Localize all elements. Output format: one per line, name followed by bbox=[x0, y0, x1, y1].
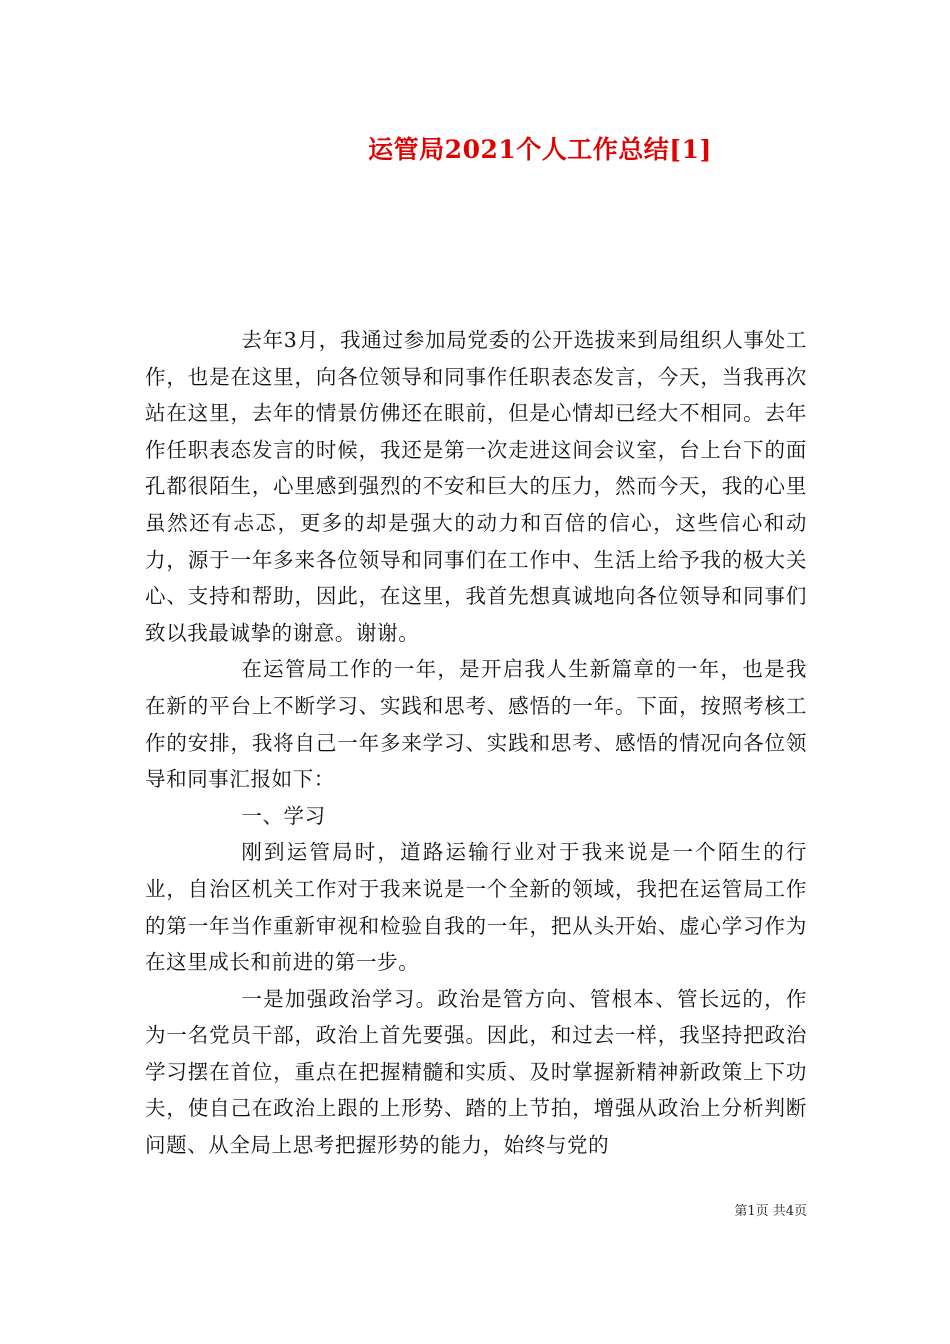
document-body bbox=[145, 322, 807, 1164]
document-title: 运管局2021个人工作总结[1] bbox=[368, 135, 712, 164]
paragraph-overview: 在运管局工作的一年，是开启我人生新篇章的一年，也是我在新的平台上不断学习、实践和思考、感悟的一年。下面，按照考核工作的安排，我将自己一年多来学习、实践和思考、感悟的情况向各位领导和同事汇报如下： bbox=[145, 657, 807, 792]
page-number-footer: 第1页 共4页 bbox=[734, 1204, 807, 1219]
section-heading-study: 一、学习 bbox=[241, 803, 326, 828]
paragraph-study-intro: 刚到运管局时，道路运输行业对于我来说是一个陌生的行业，自治区机关工作对于我来说是一个全新的领域，我把在运管局工作的第一年当作重新审视和检验自我的一年，把从头开始、虚心学习作为在这里成长和前进的第一步。 bbox=[145, 840, 807, 975]
paragraph-political-study: 一是加强政治学习。政治是管方向、管根本、管长远的，作为一名党员干部，政治上首先要强。因此，和过去一样，我坚持把政治学习摆在首位，重点在把握精髓和实质、及时掌握新精神新政策上下功夫，使自己在政治上跟的上形势、踏的上节拍，增强从政治上分析判断问题、从全局上思考把握形势的能力，始终与党的 bbox=[145, 986, 807, 1158]
paragraph-intro: 去年3月，我通过参加局党委的公开选拔来到局组织人事处工作，也是在这里，向各位领导和同事作任职表态发言，今天，当我再次站在这里，去年的情景仿佛还在眼前，但是心情却已经大不相同。去年作任职表态发言的时候，我还是第一次走进这间会议室，台上台下的面孔都很陌生，心里感到强烈的不安和巨大的压力，然而今天，我的心里虽然还有忐忑，更多的却是强大的动力和百倍的信心，这些信心和动力，源于一年多来各位领导和同事们在工作中、生活上给予我的极大关心、支持和帮助，因此，在这里，我首先想真诚地向各位领导和同事们致以我最诚挚的谢意。谢谢。 bbox=[145, 328, 807, 645]
